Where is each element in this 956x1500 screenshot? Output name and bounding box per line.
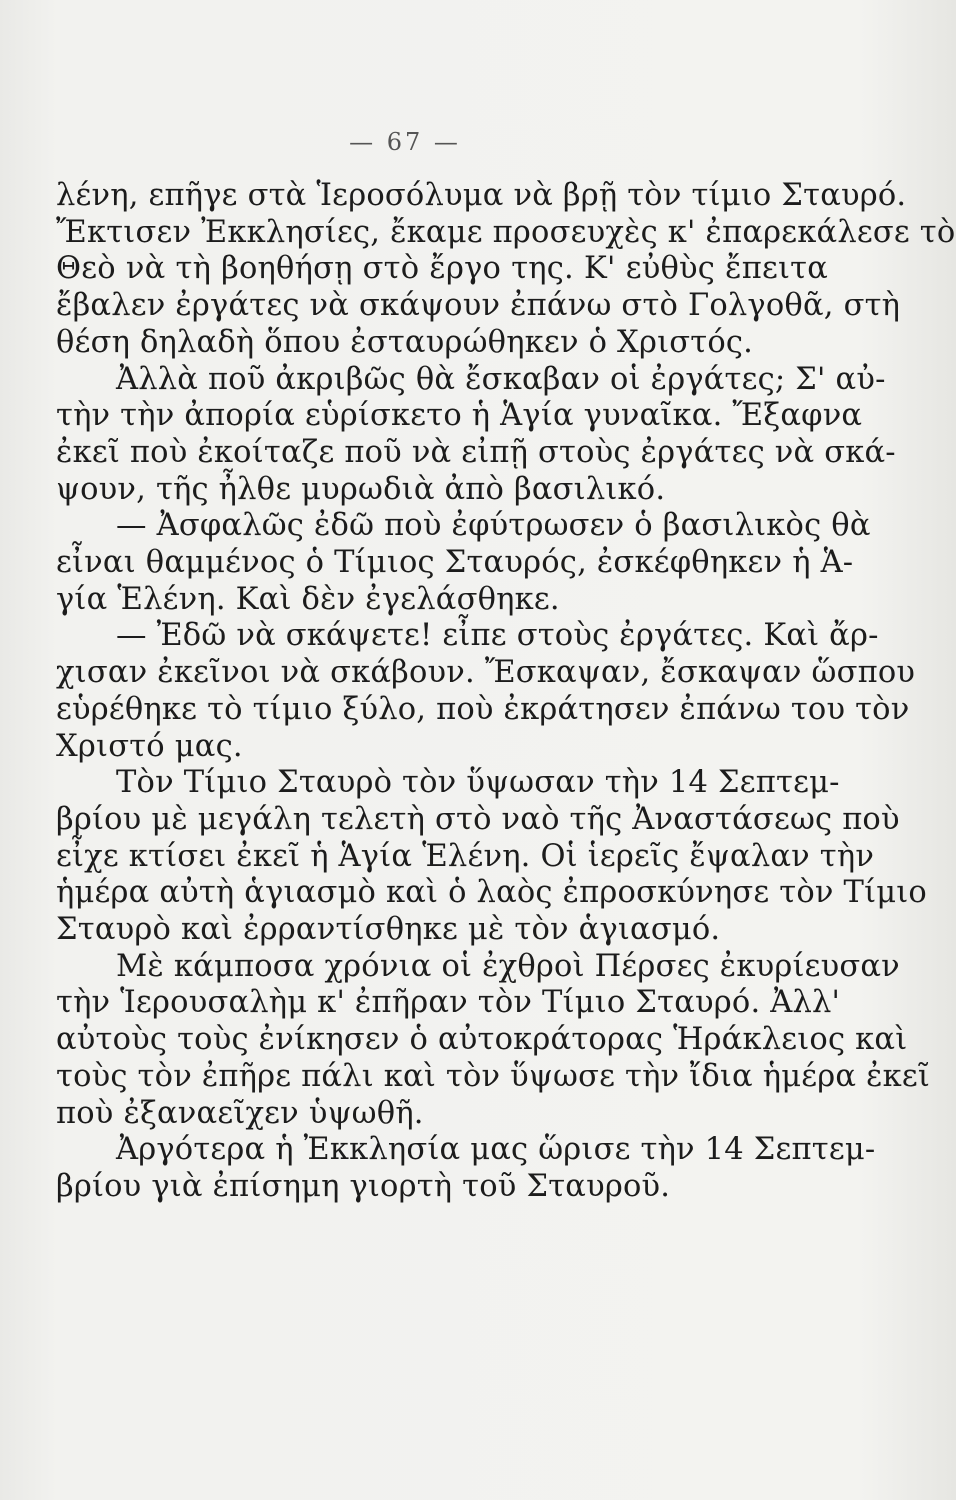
page-number: — 67 —	[349, 128, 461, 156]
text-line: Θεὸ νὰ τὴ βοηθήσῃ στὸ ἔργο της. Κ' εὐθὺς ἔπειτα	[56, 251, 828, 287]
text-line: τὴν τὴν ἀπορία εὑρίσκετο ἡ Ἁγία γυναῖκα. Ἔξαφνα	[56, 398, 863, 434]
text-line: ψουν, τῆς ἦλθε μυρωδιὰ ἀπὸ βασιλικό.	[56, 471, 666, 507]
body-text	[56, 178, 956, 1206]
text-line: τὴν Ἱερουσαλὴμ κ' ἐπῆραν τὸν Τίμιο Σταυρό. Ἀλλ'	[56, 985, 841, 1021]
text-line: Σταυρὸ καὶ ἐρραντίσθηκε μὲ τὸν ἁγιασμό.	[56, 912, 721, 948]
text-line: ἔβαλεν ἐργάτες νὰ σκάψουν ἐπάνω στὸ Γολγοθᾶ, στὴ	[56, 288, 901, 324]
text-line: εἶχε κτίσει ἐκεῖ ἡ Ἁγία Ἑλένη. Οἱ ἱερεῖς ἔψαλαν τὴν	[56, 838, 875, 874]
text-line: γία Ἑλένη. Καὶ δὲν ἐγελάσθηκε.	[56, 581, 560, 617]
text-line: ποὺ ἐξαναεῖχεν ὑψωθῆ.	[56, 1095, 424, 1131]
text-line: Ἀργότερα ἡ Ἐκκλησία μας ὥρισε τὴν 14 Σεπτεμ-	[116, 1132, 876, 1168]
text-line: τοὺς τὸν ἐπῆρε πάλι καὶ τὸν ὕψωσε τὴν ἴδια ἡμέρα ἐκεῖ	[56, 1058, 931, 1094]
text-line: αὐτοὺς τοὺς ἐνίκησεν ὁ αὐτοκράτορας Ἡράκλειος καὶ	[56, 1022, 908, 1058]
text-line: Ἔκτισεν Ἐκκλησίες, ἔκαμε προσευχὲς κ' ἐπαρεκάλεσε τὸ	[56, 214, 956, 250]
text-line: θέση δηλαδὴ ὅπου ἐσταυρώθηκεν ὁ Χριστός.	[56, 324, 754, 360]
text-line: εὑρέθηκε τὸ τίμιο ξύλο, ποὺ ἐκράτησεν ἐπάνω του τὸν	[56, 691, 910, 727]
text-line: Τὸν Τίμιο Σταυρὸ τὸν ὕψωσαν τὴν 14 Σεπτεμ-	[116, 765, 840, 801]
text-line: βρίου γιὰ ἐπίσημη γιορτὴ τοῦ Σταυροῦ.	[56, 1168, 671, 1204]
text-line: — Ἐδῶ νὰ σκάψετε! εἶπε στοὺς ἐργάτες. Καὶ ἄρ-	[116, 618, 879, 654]
text-line: Ἀλλὰ ποῦ ἀκριβῶς θὰ ἔσκαβαν οἱ ἐργάτες; Σ' αὐ-	[116, 361, 886, 397]
text-line: Χριστό μας.	[56, 728, 243, 764]
text-line: βρίου μὲ μεγάλη τελετὴ στὸ ναὸ τῆς Ἀναστάσεως ποὺ	[56, 801, 900, 837]
text-line: — Ἀσφαλῶς ἐδῶ ποὺ ἐφύτρωσεν ὁ βασιλικὸς θὰ	[116, 508, 871, 544]
text-line: ἡμέρα αὐτὴ ἁγιασμὸ καὶ ὁ λαὸς ἐπροσκύνησε τὸν Τίμιο	[56, 875, 927, 911]
text-line: ἐκεῖ ποὺ ἐκοίταζε ποῦ νὰ εἰπῇ στοὺς ἐργάτες νὰ σκά-	[56, 434, 896, 470]
text-line: εἶναι θαμμένος ὁ Τίμιος Σταυρός, ἐσκέφθηκεν ἡ Ἁ-	[56, 545, 854, 581]
text-line: λένη, επῆγε στὰ Ἱεροσόλυμα νὰ βρῇ τὸν τίμιο Σταυρό.	[56, 178, 907, 213]
text-line: χισαν ἐκεῖνοι νὰ σκάβουν. Ἔσκαψαν, ἔσκαψαν ὥσπου	[56, 655, 916, 691]
text-line: Μὲ κάμποσα χρόνια οἱ ἐχθροὶ Πέρσες ἐκυρίευσαν	[116, 948, 900, 984]
